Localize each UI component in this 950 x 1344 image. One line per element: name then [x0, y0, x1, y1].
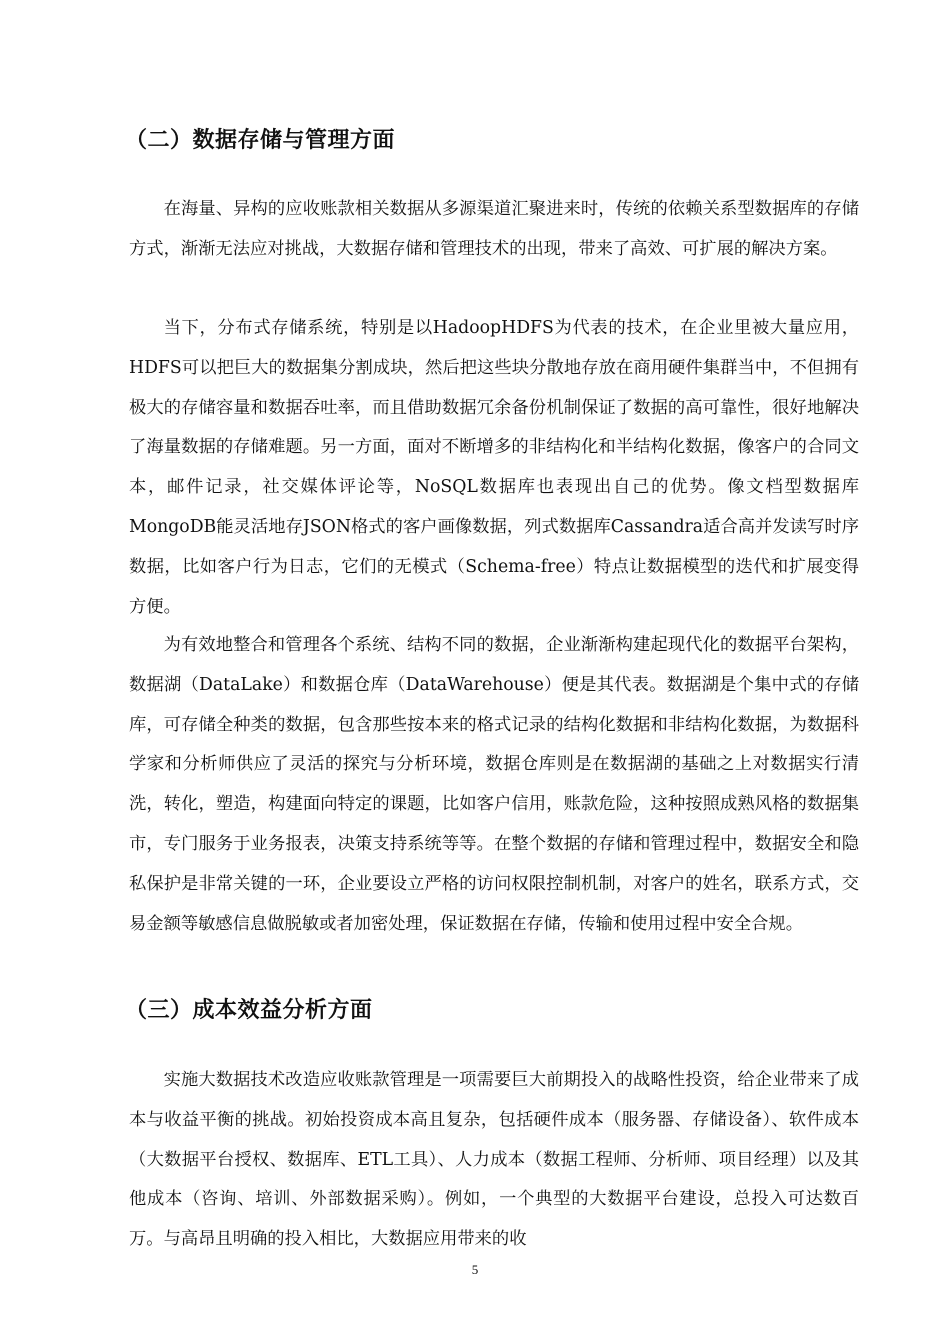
- paragraph: 实施大数据技术改造应收账款管理是一项需要巨大前期投入的战略性投资，给企业带来了成本与收益平衡的挑战。初始投资成本高且复杂，包括硬件成本（服务器、存储设备）、软件成本（大数据平台授权、数据库、ETL工具）、人力成本（数据工程师、分析师、项目经理）以及其他成本（咨询、培训、外部数据采购）。例如，一个典型的大数据平台建设，总投入可达数百万。与高昂且明确的投入相比，大数据应用带来的收: [129, 1070, 859, 1250]
- page-number: 5: [471, 1262, 479, 1277]
- section-heading-cost-benefit: （三）成本效益分析方面: [125, 998, 373, 1023]
- paragraph: 在海量、异构的应收账款相关数据从多源渠道汇聚进来时，传统的依赖关系型数据库的存储方式，渐渐无法应对挑战，大数据存储和管理技术的出现，带来了高效、可扩展的解决方案。: [129, 199, 859, 259]
- paragraph: 为有效地整合和管理各个系统、结构不同的数据，企业渐渐构建起现代化的数据平台架构，数据湖（DataLake）和数据仓库（DataWarehouse）便是其代表。数据湖是个集中式的存储库，可存储全种类的数据，包含那些按本来的格式记录的结构化数据和非结构化数据，为数据科学家和分析师供应了灵活的探究与分析环境，数据仓库则是在数据湖的基础之上对数据实行清洗，转化，塑造，构建面向特定的课题，比如客户信用，账款危险，这种按照成熟风格的数据集市，专门服务于业务报表，决策支持系统等等。在整个数据的存储和管理过程中，数据安全和隐私保护是非常关键的一环，企业要设立严格的访问权限控制机制，对客户的姓名，联系方式，交易金额等敏感信息做脱敏或者加密处理，保证数据在存储，传输和使用过程中安全合规。: [129, 635, 859, 934]
- paragraph: 当下，分布式存储系统，特别是以HadoopHDFS为代表的技术，在企业里被大量应用，HDFS可以把巨大的数据集分割成块，然后把这些块分散地存放在商用硬件集群当中，不但拥有极大的存储容量和数据吞吐率，而且借助数据冗余备份机制保证了数据的高可靠性，很好地解决了海量数据的存储难题。另一方面，面对不断增多的非结构化和半结构化数据，像客户的合同文本，邮件记录，社交媒体评论等，NoSQL数据库也表现出自己的优势。像文档型数据库MongoDB能灵活地存JSON格式的客户画像数据，列式数据库Cassandra适合高并发读写时序数据，比如客户行为日志，它们的无模式（Schema-free）特点让数据模型的迭代和扩展变得方便。: [129, 318, 859, 617]
- section-heading-storage-management: （二）数据存储与管理方面: [125, 128, 396, 153]
